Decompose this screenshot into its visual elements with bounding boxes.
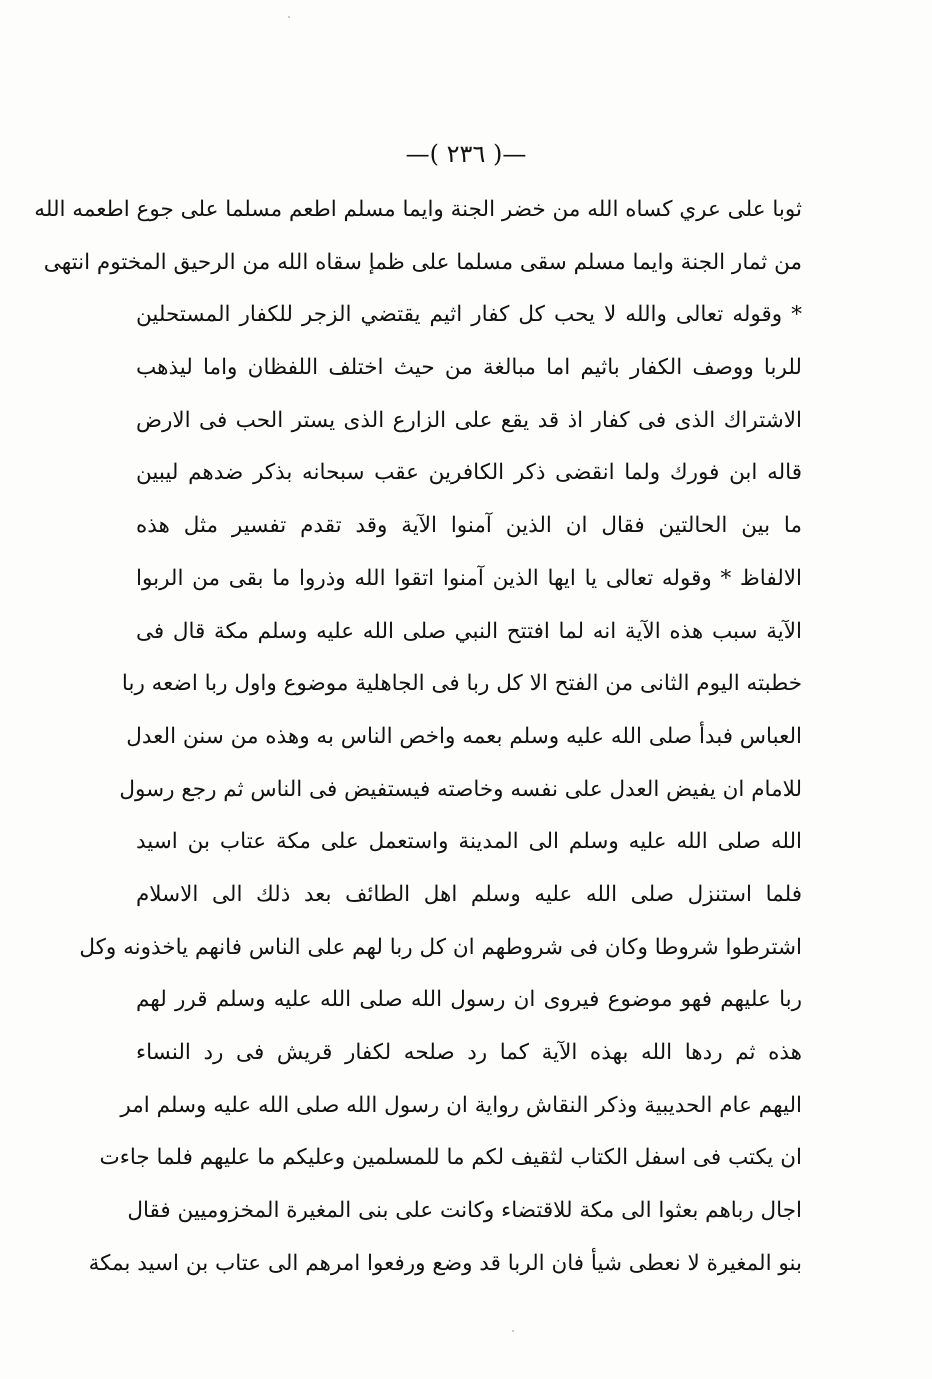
text-line: قاله ابن فورك ولما انقضى ذكر الكافرين عقب سبحانه بذكر ضدهم ليبين bbox=[136, 460, 802, 486]
paper-speck bbox=[288, 16, 290, 18]
text-line: الالفاظ * وقوله تعالى يا ايها الذين آمنوا اتقوا الله وذروا ما بقى من الربوا bbox=[136, 565, 802, 591]
text-line: هذه ثم ردها الله بهذه الآية كما رد صلحه لكفار قريش فى رد النساء bbox=[136, 1040, 802, 1065]
text-line: للربا ووصف الكفار باثيم اما مبالغة من حيث اختلف اللفظان واما ليذهب bbox=[136, 355, 802, 381]
text-line: فلما استنزل صلى الله عليه وسلم اهل الطائف بعد ذلك الى الاسلام bbox=[136, 881, 802, 907]
body-text bbox=[34, 184, 802, 1290]
text-line: الله صلى الله عليه وسلم الى المدينة واستعمل على مكة عتاب بن اسيد bbox=[136, 829, 802, 855]
text-line: ان يكتب فى اسفل الكتاب لثقيف لكم ما للمسلمين وعليكم ما عليهم فلما جاءت bbox=[99, 1145, 802, 1171]
text-line: * وقوله تعالى والله لا يحب كل كفار اثيم يقتضي الزجر للكفار المستحلين bbox=[136, 302, 802, 328]
text-line: اشترطوا شروطا وكان فى شروطهم ان كل ربا لهم على الناس فانهم ياخذونه وكل bbox=[79, 934, 802, 960]
text-line: العباس فبدأ صلى الله عليه وسلم بعمه واخص الناس به وهذه من سنن العدل bbox=[126, 723, 802, 749]
text-line: للامام ان يفيض العدل على نفسه وخاصته فيستفيض فى الناس ثم رجع رسول bbox=[119, 776, 802, 802]
text-line: خطبته اليوم الثانى من الفتح الا كل ربا فى الجاهلية موضوع واول ربا اضعه ربا bbox=[121, 671, 802, 697]
text-line: ما بين الحالتين فقال ان الذين آمنوا الآية وقد تقدم تفسير مثل هذه bbox=[136, 513, 802, 539]
page-number: —( ٢٣٦ )— bbox=[405, 140, 527, 168]
text-line: اليهم عام الحديبية وذكر النقاش رواية ان رسول الله صلى الله عليه وسلم امر bbox=[120, 1092, 802, 1118]
text-line: ربا عليهم فهو موضوع فيروى ان رسول الله صلى الله عليه وسلم قرر لهم bbox=[136, 987, 802, 1013]
text-line: من ثمار الجنة وايما مسلم سقى مسلما على ظمإ سقاه الله من الرحيق المختوم انتهى bbox=[43, 249, 802, 275]
text-line: الآية سبب هذه الآية انه لما افتتح النبي صلى الله عليه وسلم مكة قال فى bbox=[136, 618, 802, 644]
text-line: اجال رباهم بعثوا الى مكة للاقتضاء وكانت على بنى المغيرة المخزوميين فقال bbox=[127, 1198, 802, 1224]
text-line: الاشتراك الذى فى كفار اذ قد يقع على الزارع الذى يستر الحب فى الارض bbox=[136, 407, 802, 433]
text-line: ثوبا على عري كساه الله من خضر الجنة وايما مسلم اطعم مسلما على جوع اطعمه الله bbox=[34, 197, 802, 222]
text-line: بنو المغيرة لا نعطى شيأ فان الربا قد وضع ورفعوا امرهم الى عتاب بن اسيد بمكة bbox=[88, 1250, 802, 1276]
paper-speck bbox=[512, 1330, 514, 1332]
